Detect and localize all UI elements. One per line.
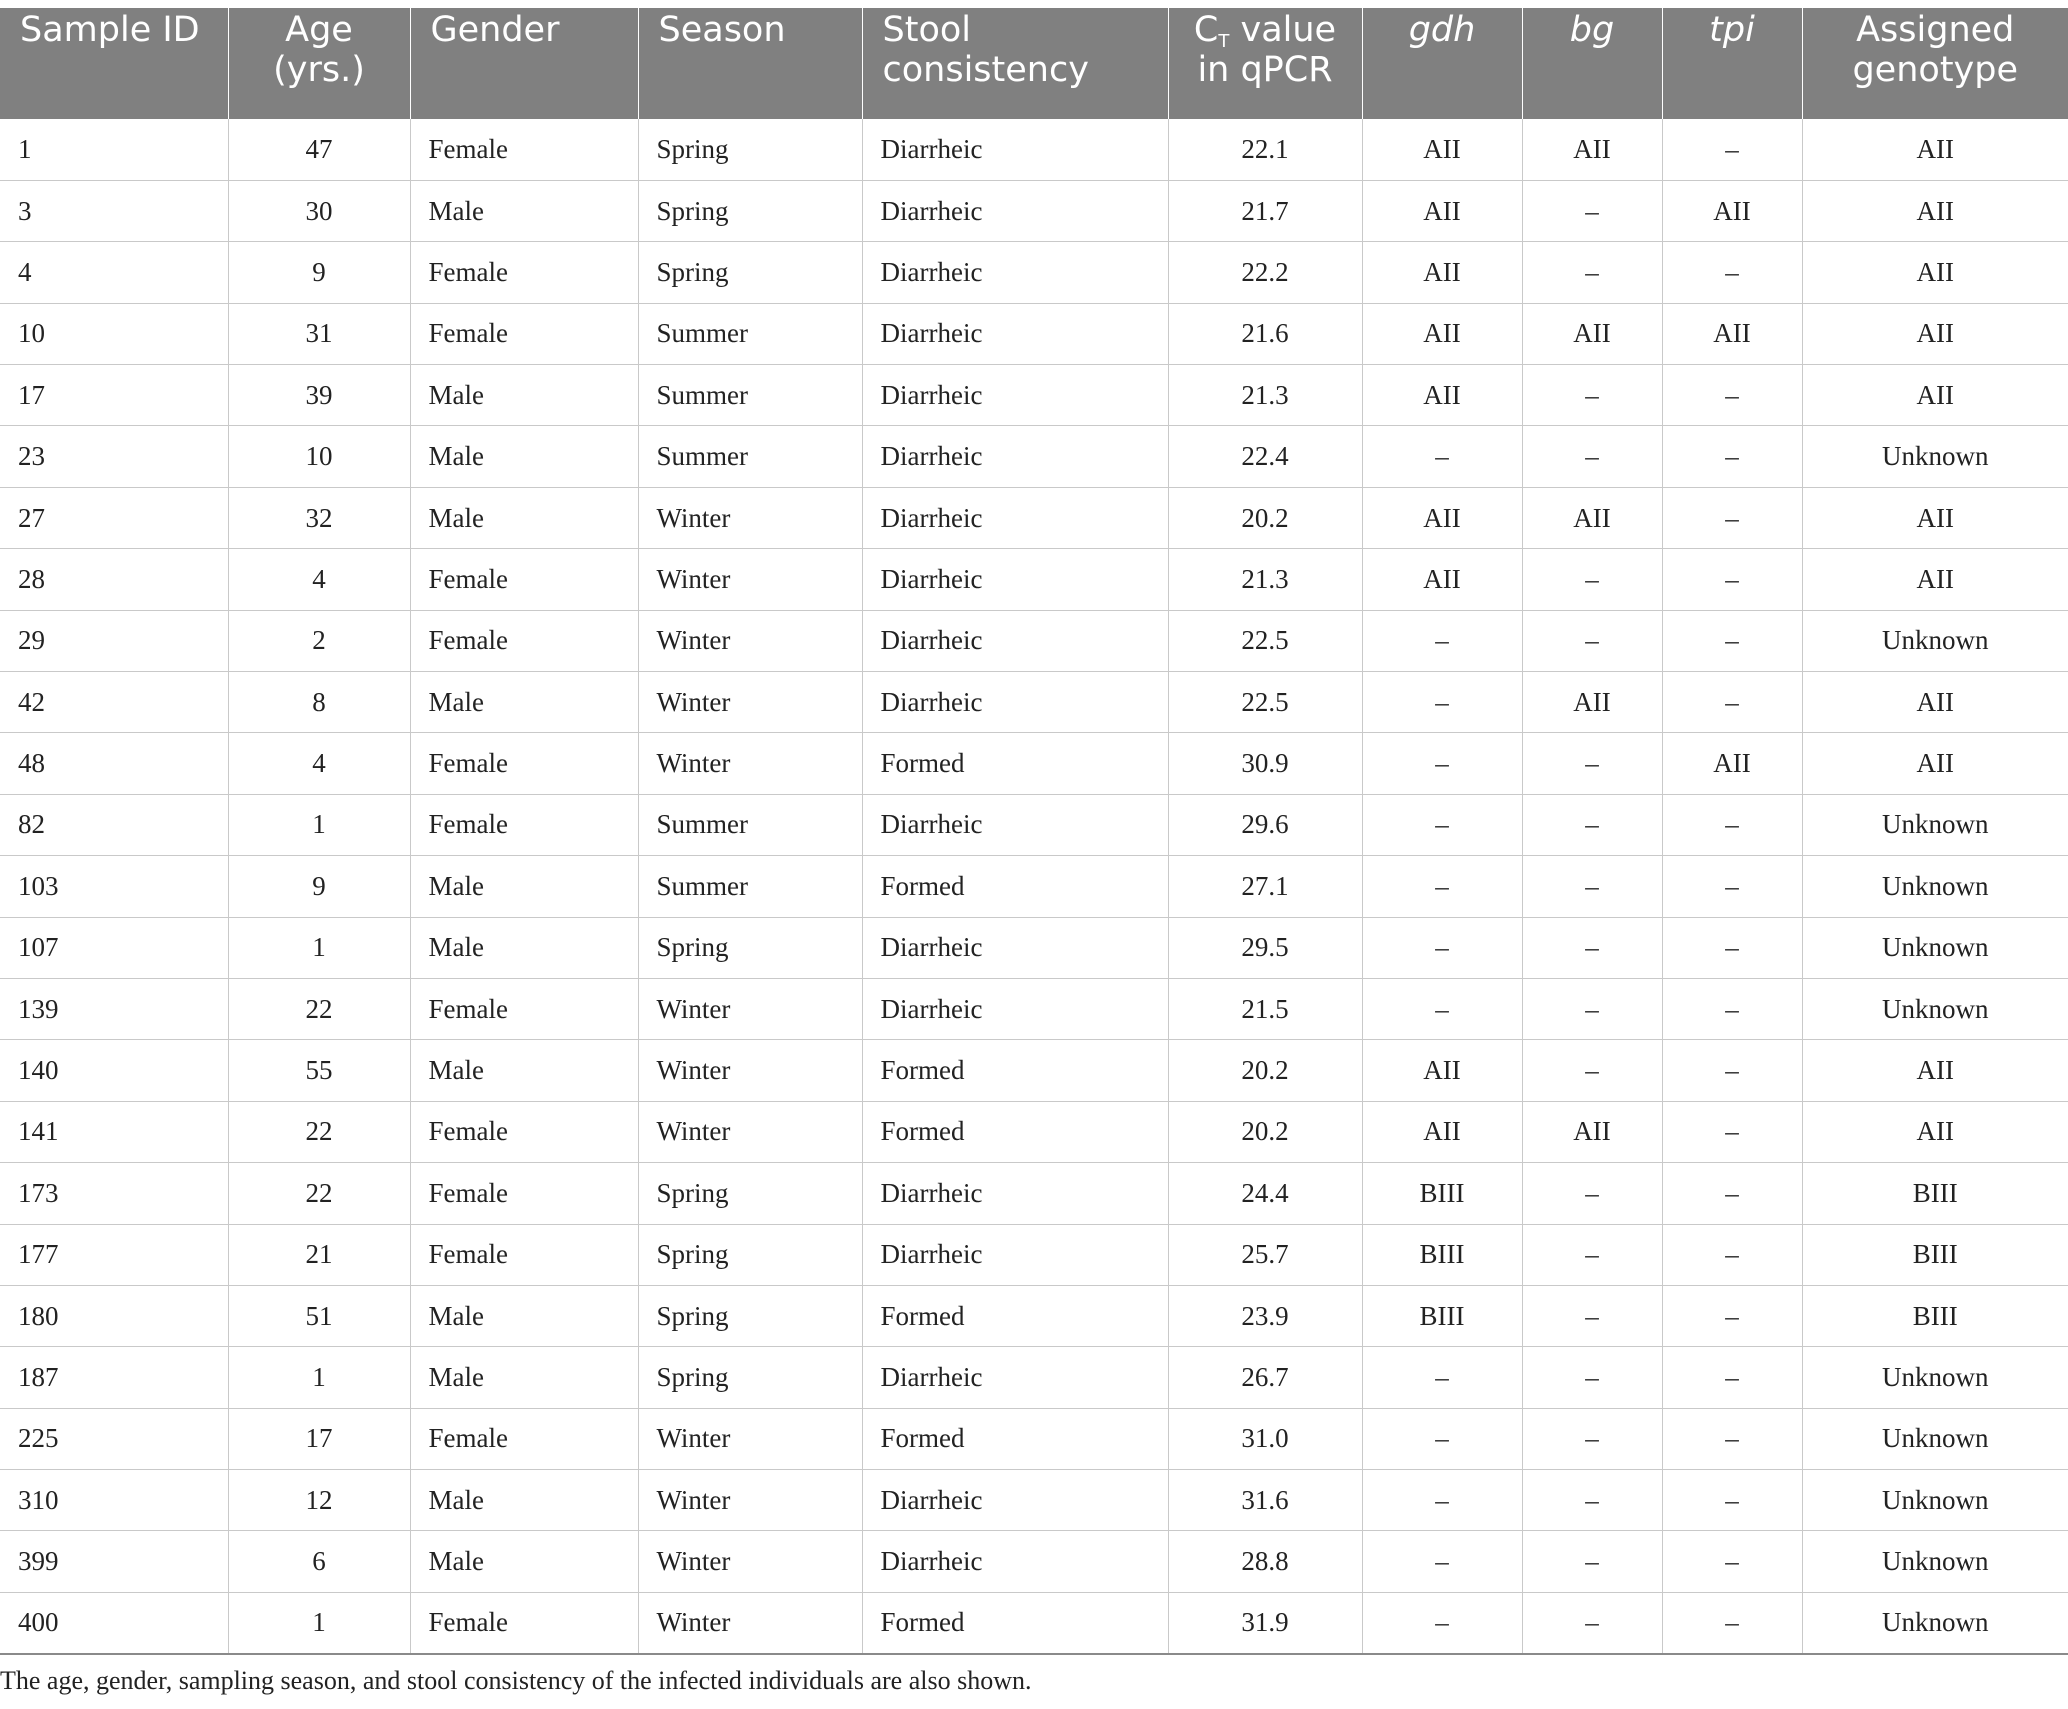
cell-assigned-genotype: Unknown — [1802, 426, 2068, 487]
cell-ct-value: 22.5 — [1168, 672, 1362, 733]
cell-stool-consistency: Formed — [862, 733, 1168, 794]
cell-gdh: BIII — [1362, 1224, 1522, 1285]
cell-age: 9 — [228, 242, 410, 303]
cell-sample-id: 3 — [0, 180, 228, 241]
cell-stool-consistency: Diarrheic — [862, 487, 1168, 548]
table-row — [0, 1347, 2068, 1408]
cell-sample-id: 23 — [0, 426, 228, 487]
header-gdh: gdh — [1362, 8, 1522, 119]
cell-assigned-genotype: Unknown — [1802, 917, 2068, 978]
cell-sample-id: 187 — [0, 1347, 228, 1408]
table-row — [0, 856, 2068, 917]
cell-gender: Male — [410, 487, 638, 548]
cell-gender: Male — [410, 1347, 638, 1408]
table-row — [0, 1285, 2068, 1346]
cell-gender: Female — [410, 1163, 638, 1224]
cell-bg: AII — [1522, 1101, 1662, 1162]
cell-tpi: – — [1662, 1470, 1802, 1531]
cell-gender: Male — [410, 180, 638, 241]
cell-assigned-genotype: Unknown — [1802, 1592, 2068, 1653]
cell-assigned-genotype: AII — [1802, 487, 2068, 548]
cell-season: Winter — [638, 1531, 862, 1592]
cell-bg: – — [1522, 1040, 1662, 1101]
cell-bg: – — [1522, 1470, 1662, 1531]
cell-gender: Male — [410, 426, 638, 487]
cell-ct-value: 31.9 — [1168, 1592, 1362, 1653]
cell-season: Winter — [638, 1592, 862, 1653]
cell-age: 1 — [228, 794, 410, 855]
cell-stool-consistency: Diarrheic — [862, 303, 1168, 364]
cell-tpi: – — [1662, 794, 1802, 855]
cell-ct-value: 21.6 — [1168, 303, 1362, 364]
cell-sample-id: 177 — [0, 1224, 228, 1285]
cell-age: 17 — [228, 1408, 410, 1469]
cell-bg: – — [1522, 978, 1662, 1039]
cell-assigned-genotype: AII — [1802, 242, 2068, 303]
header-sample-id: Sample ID — [0, 8, 228, 119]
cell-sample-id: 17 — [0, 365, 228, 426]
cell-season: Spring — [638, 180, 862, 241]
cell-tpi: – — [1662, 1224, 1802, 1285]
cell-ct-value: 23.9 — [1168, 1285, 1362, 1346]
cell-gender: Male — [410, 672, 638, 733]
cell-age: 10 — [228, 426, 410, 487]
cell-gdh: – — [1362, 794, 1522, 855]
cell-age: 2 — [228, 610, 410, 671]
cell-assigned-genotype: BIII — [1802, 1224, 2068, 1285]
cell-assigned-genotype: Unknown — [1802, 1347, 2068, 1408]
table-footnote: The age, gender, sampling season, and stool consistency of the infected individuals are also shown. — [0, 1666, 1032, 1695]
header-stool-consistency: Stool consistency — [862, 8, 1168, 119]
cell-gender: Female — [410, 119, 638, 180]
cell-assigned-genotype: AII — [1802, 672, 2068, 733]
cell-bg: – — [1522, 794, 1662, 855]
table-header — [0, 8, 2068, 119]
cell-sample-id: 10 — [0, 303, 228, 364]
cell-stool-consistency: Diarrheic — [862, 1531, 1168, 1592]
cell-age: 1 — [228, 1347, 410, 1408]
cell-gender: Female — [410, 549, 638, 610]
cell-bg: – — [1522, 1224, 1662, 1285]
cell-assigned-genotype: AII — [1802, 303, 2068, 364]
cell-gender: Female — [410, 610, 638, 671]
cell-season: Summer — [638, 856, 862, 917]
cell-sample-id: 139 — [0, 978, 228, 1039]
cell-gender: Female — [410, 733, 638, 794]
cell-tpi: – — [1662, 1347, 1802, 1408]
cell-assigned-genotype: Unknown — [1802, 1470, 2068, 1531]
cell-ct-value: 21.3 — [1168, 365, 1362, 426]
cell-stool-consistency: Diarrheic — [862, 978, 1168, 1039]
cell-assigned-genotype: BIII — [1802, 1163, 2068, 1224]
cell-tpi: – — [1662, 1101, 1802, 1162]
cell-age: 22 — [228, 978, 410, 1039]
cell-season: Winter — [638, 1408, 862, 1469]
cell-age: 21 — [228, 1224, 410, 1285]
cell-bg: AII — [1522, 119, 1662, 180]
cell-bg: – — [1522, 1531, 1662, 1592]
cell-sample-id: 82 — [0, 794, 228, 855]
cell-season: Summer — [638, 303, 862, 364]
cell-gender: Male — [410, 1531, 638, 1592]
cell-tpi: – — [1662, 487, 1802, 548]
cell-sample-id: 48 — [0, 733, 228, 794]
cell-season: Spring — [638, 1224, 862, 1285]
cell-sample-id: 399 — [0, 1531, 228, 1592]
cell-age: 47 — [228, 119, 410, 180]
table-row — [0, 1224, 2068, 1285]
header-season: Season — [638, 8, 862, 119]
cell-age: 32 — [228, 487, 410, 548]
cell-assigned-genotype: AII — [1802, 119, 2068, 180]
cell-gdh: AII — [1362, 180, 1522, 241]
cell-season: Winter — [638, 672, 862, 733]
cell-tpi: AII — [1662, 303, 1802, 364]
cell-stool-consistency: Diarrheic — [862, 1224, 1168, 1285]
cell-ct-value: 20.2 — [1168, 487, 1362, 548]
cell-sample-id: 225 — [0, 1408, 228, 1469]
table-row — [0, 672, 2068, 733]
cell-ct-value: 26.7 — [1168, 1347, 1362, 1408]
cell-gdh: – — [1362, 917, 1522, 978]
cell-ct-value: 29.5 — [1168, 917, 1362, 978]
cell-age: 39 — [228, 365, 410, 426]
cell-gender: Female — [410, 242, 638, 303]
table-row — [0, 1531, 2068, 1592]
cell-season: Summer — [638, 794, 862, 855]
cell-gdh: AII — [1362, 487, 1522, 548]
table-row — [0, 242, 2068, 303]
cell-season: Winter — [638, 1470, 862, 1531]
cell-bg: AII — [1522, 672, 1662, 733]
header-gender: Gender — [410, 8, 638, 119]
cell-season: Spring — [638, 119, 862, 180]
cell-ct-value: 22.5 — [1168, 610, 1362, 671]
cell-stool-consistency: Formed — [862, 1408, 1168, 1469]
cell-ct-value: 30.9 — [1168, 733, 1362, 794]
cell-stool-consistency: Diarrheic — [862, 610, 1168, 671]
table-row — [0, 119, 2068, 180]
table-row — [0, 978, 2068, 1039]
cell-bg: – — [1522, 733, 1662, 794]
cell-stool-consistency: Formed — [862, 1285, 1168, 1346]
cell-ct-value: 29.6 — [1168, 794, 1362, 855]
cell-stool-consistency: Formed — [862, 1592, 1168, 1653]
cell-ct-value: 20.2 — [1168, 1101, 1362, 1162]
cell-gender: Female — [410, 1408, 638, 1469]
cell-gender: Male — [410, 1285, 638, 1346]
cell-assigned-genotype: Unknown — [1802, 610, 2068, 671]
cell-tpi: – — [1662, 1163, 1802, 1224]
cell-tpi: – — [1662, 1040, 1802, 1101]
cell-age: 4 — [228, 549, 410, 610]
cell-age: 1 — [228, 917, 410, 978]
cell-season: Winter — [638, 978, 862, 1039]
cell-sample-id: 28 — [0, 549, 228, 610]
genotype-table — [0, 8, 2068, 1655]
cell-ct-value: 31.0 — [1168, 1408, 1362, 1469]
table-row — [0, 1163, 2068, 1224]
cell-tpi: – — [1662, 549, 1802, 610]
cell-stool-consistency: Diarrheic — [862, 426, 1168, 487]
cell-season: Winter — [638, 549, 862, 610]
cell-ct-value: 22.2 — [1168, 242, 1362, 303]
cell-ct-value: 20.2 — [1168, 1040, 1362, 1101]
cell-ct-value: 25.7 — [1168, 1224, 1362, 1285]
cell-tpi: – — [1662, 610, 1802, 671]
cell-sample-id: 141 — [0, 1101, 228, 1162]
cell-gdh: AII — [1362, 549, 1522, 610]
cell-season: Winter — [638, 1101, 862, 1162]
cell-age: 8 — [228, 672, 410, 733]
cell-gdh: – — [1362, 733, 1522, 794]
cell-gender: Male — [410, 1470, 638, 1531]
cell-gender: Male — [410, 856, 638, 917]
header-ct-value: CT value in qPCR — [1168, 8, 1362, 119]
cell-age: 12 — [228, 1470, 410, 1531]
cell-sample-id: 180 — [0, 1285, 228, 1346]
cell-season: Winter — [638, 487, 862, 548]
cell-tpi: – — [1662, 119, 1802, 180]
cell-sample-id: 173 — [0, 1163, 228, 1224]
cell-gdh: – — [1362, 1592, 1522, 1653]
cell-sample-id: 310 — [0, 1470, 228, 1531]
cell-stool-consistency: Formed — [862, 1101, 1168, 1162]
cell-age: 55 — [228, 1040, 410, 1101]
cell-tpi: AII — [1662, 733, 1802, 794]
cell-tpi: – — [1662, 856, 1802, 917]
cell-age: 22 — [228, 1101, 410, 1162]
cell-tpi: AII — [1662, 180, 1802, 241]
cell-gdh: BIII — [1362, 1285, 1522, 1346]
cell-stool-consistency: Formed — [862, 1040, 1168, 1101]
header-bg: bg — [1522, 8, 1662, 119]
table-row — [0, 426, 2068, 487]
cell-season: Winter — [638, 610, 862, 671]
cell-season: Summer — [638, 426, 862, 487]
cell-gender: Female — [410, 1592, 638, 1653]
cell-assigned-genotype: Unknown — [1802, 978, 2068, 1039]
header-age: Age (yrs.) — [228, 8, 410, 119]
cell-gender: Female — [410, 1224, 638, 1285]
cell-season: Spring — [638, 1285, 862, 1346]
cell-age: 1 — [228, 1592, 410, 1653]
cell-gdh: AII — [1362, 365, 1522, 426]
cell-ct-value: 22.4 — [1168, 426, 1362, 487]
cell-bg: – — [1522, 610, 1662, 671]
cell-bg: – — [1522, 180, 1662, 241]
cell-gender: Female — [410, 978, 638, 1039]
cell-age: 31 — [228, 303, 410, 364]
cell-ct-value: 28.8 — [1168, 1531, 1362, 1592]
cell-bg: – — [1522, 1408, 1662, 1469]
cell-bg: – — [1522, 549, 1662, 610]
cell-bg: – — [1522, 426, 1662, 487]
cell-gender: Female — [410, 794, 638, 855]
cell-gender: Male — [410, 917, 638, 978]
cell-gdh: – — [1362, 610, 1522, 671]
cell-season: Spring — [638, 917, 862, 978]
cell-sample-id: 103 — [0, 856, 228, 917]
cell-assigned-genotype: Unknown — [1802, 856, 2068, 917]
cell-season: Spring — [638, 1347, 862, 1408]
cell-bg: – — [1522, 1163, 1662, 1224]
cell-season: Winter — [638, 733, 862, 794]
cell-tpi: – — [1662, 1285, 1802, 1346]
cell-stool-consistency: Diarrheic — [862, 365, 1168, 426]
cell-sample-id: 1 — [0, 119, 228, 180]
cell-gdh: – — [1362, 856, 1522, 917]
cell-ct-value: 24.4 — [1168, 1163, 1362, 1224]
cell-stool-consistency: Diarrheic — [862, 1470, 1168, 1531]
cell-bg: – — [1522, 365, 1662, 426]
cell-age: 6 — [228, 1531, 410, 1592]
cell-gdh: – — [1362, 426, 1522, 487]
cell-assigned-genotype: AII — [1802, 365, 2068, 426]
cell-gdh: – — [1362, 978, 1522, 1039]
cell-gdh: AII — [1362, 1101, 1522, 1162]
cell-gdh: – — [1362, 1531, 1522, 1592]
cell-ct-value: 27.1 — [1168, 856, 1362, 917]
table-row — [0, 794, 2068, 855]
table-row — [0, 1408, 2068, 1469]
cell-ct-value: 31.6 — [1168, 1470, 1362, 1531]
header-row — [0, 8, 2068, 119]
cell-bg: – — [1522, 1285, 1662, 1346]
cell-stool-consistency: Diarrheic — [862, 794, 1168, 855]
table-row — [0, 180, 2068, 241]
cell-assigned-genotype: BIII — [1802, 1285, 2068, 1346]
cell-ct-value: 21.7 — [1168, 180, 1362, 241]
header-tpi: tpi — [1662, 8, 1802, 119]
cell-gender: Male — [410, 365, 638, 426]
cell-ct-value: 21.5 — [1168, 978, 1362, 1039]
cell-season: Winter — [638, 1040, 862, 1101]
table-row — [0, 610, 2068, 671]
cell-bg: – — [1522, 917, 1662, 978]
cell-age: 4 — [228, 733, 410, 794]
cell-gender: Male — [410, 1040, 638, 1101]
cell-stool-consistency: Diarrheic — [862, 119, 1168, 180]
cell-tpi: – — [1662, 242, 1802, 303]
table-body — [0, 119, 2068, 1654]
table-row — [0, 1592, 2068, 1653]
cell-season: Spring — [638, 1163, 862, 1224]
cell-assigned-genotype: Unknown — [1802, 794, 2068, 855]
cell-stool-consistency: Diarrheic — [862, 917, 1168, 978]
cell-stool-consistency: Diarrheic — [862, 549, 1168, 610]
table-row — [0, 733, 2068, 794]
table-row — [0, 1470, 2068, 1531]
cell-season: Spring — [638, 242, 862, 303]
table-row — [0, 303, 2068, 364]
cell-gdh: AII — [1362, 119, 1522, 180]
table-row — [0, 487, 2068, 548]
cell-tpi: – — [1662, 1531, 1802, 1592]
header-assigned-genotype: Assigned genotype — [1802, 8, 2068, 119]
cell-gdh: AII — [1362, 303, 1522, 364]
cell-bg: AII — [1522, 303, 1662, 364]
cell-sample-id: 400 — [0, 1592, 228, 1653]
cell-gdh: – — [1362, 672, 1522, 733]
cell-tpi: – — [1662, 1592, 1802, 1653]
cell-stool-consistency: Diarrheic — [862, 180, 1168, 241]
cell-stool-consistency: Formed — [862, 856, 1168, 917]
table-row — [0, 549, 2068, 610]
cell-tpi: – — [1662, 672, 1802, 733]
cell-bg: – — [1522, 1347, 1662, 1408]
cell-ct-value: 21.3 — [1168, 549, 1362, 610]
cell-tpi: – — [1662, 426, 1802, 487]
cell-sample-id: 29 — [0, 610, 228, 671]
cell-sample-id: 140 — [0, 1040, 228, 1101]
cell-stool-consistency: Diarrheic — [862, 1347, 1168, 1408]
cell-gdh: – — [1362, 1408, 1522, 1469]
cell-tpi: – — [1662, 917, 1802, 978]
cell-gender: Female — [410, 1101, 638, 1162]
cell-assigned-genotype: AII — [1802, 180, 2068, 241]
cell-stool-consistency: Diarrheic — [862, 672, 1168, 733]
cell-tpi: – — [1662, 978, 1802, 1039]
cell-age: 30 — [228, 180, 410, 241]
cell-gdh: – — [1362, 1470, 1522, 1531]
cell-gdh: AII — [1362, 1040, 1522, 1101]
table-row — [0, 1040, 2068, 1101]
table-row — [0, 365, 2068, 426]
cell-tpi: – — [1662, 365, 1802, 426]
cell-age: 22 — [228, 1163, 410, 1224]
cell-sample-id: 27 — [0, 487, 228, 548]
genotype-table-container — [0, 8, 2068, 1655]
cell-assigned-genotype: AII — [1802, 1040, 2068, 1101]
cell-age: 9 — [228, 856, 410, 917]
cell-bg: AII — [1522, 487, 1662, 548]
cell-gdh: – — [1362, 1347, 1522, 1408]
cell-stool-consistency: Diarrheic — [862, 1163, 1168, 1224]
cell-gender: Female — [410, 303, 638, 364]
cell-assigned-genotype: Unknown — [1802, 1531, 2068, 1592]
cell-age: 51 — [228, 1285, 410, 1346]
cell-tpi: – — [1662, 1408, 1802, 1469]
cell-assigned-genotype: Unknown — [1802, 1408, 2068, 1469]
cell-bg: – — [1522, 242, 1662, 303]
table-row — [0, 917, 2068, 978]
table-row — [0, 1101, 2068, 1162]
cell-ct-value: 22.1 — [1168, 119, 1362, 180]
cell-assigned-genotype: AII — [1802, 1101, 2068, 1162]
cell-assigned-genotype: AII — [1802, 549, 2068, 610]
cell-gdh: BIII — [1362, 1163, 1522, 1224]
cell-season: Summer — [638, 365, 862, 426]
cell-bg: – — [1522, 856, 1662, 917]
cell-assigned-genotype: AII — [1802, 733, 2068, 794]
cell-sample-id: 42 — [0, 672, 228, 733]
cell-gdh: AII — [1362, 242, 1522, 303]
cell-bg: – — [1522, 1592, 1662, 1653]
cell-sample-id: 107 — [0, 917, 228, 978]
cell-stool-consistency: Diarrheic — [862, 242, 1168, 303]
cell-sample-id: 4 — [0, 242, 228, 303]
